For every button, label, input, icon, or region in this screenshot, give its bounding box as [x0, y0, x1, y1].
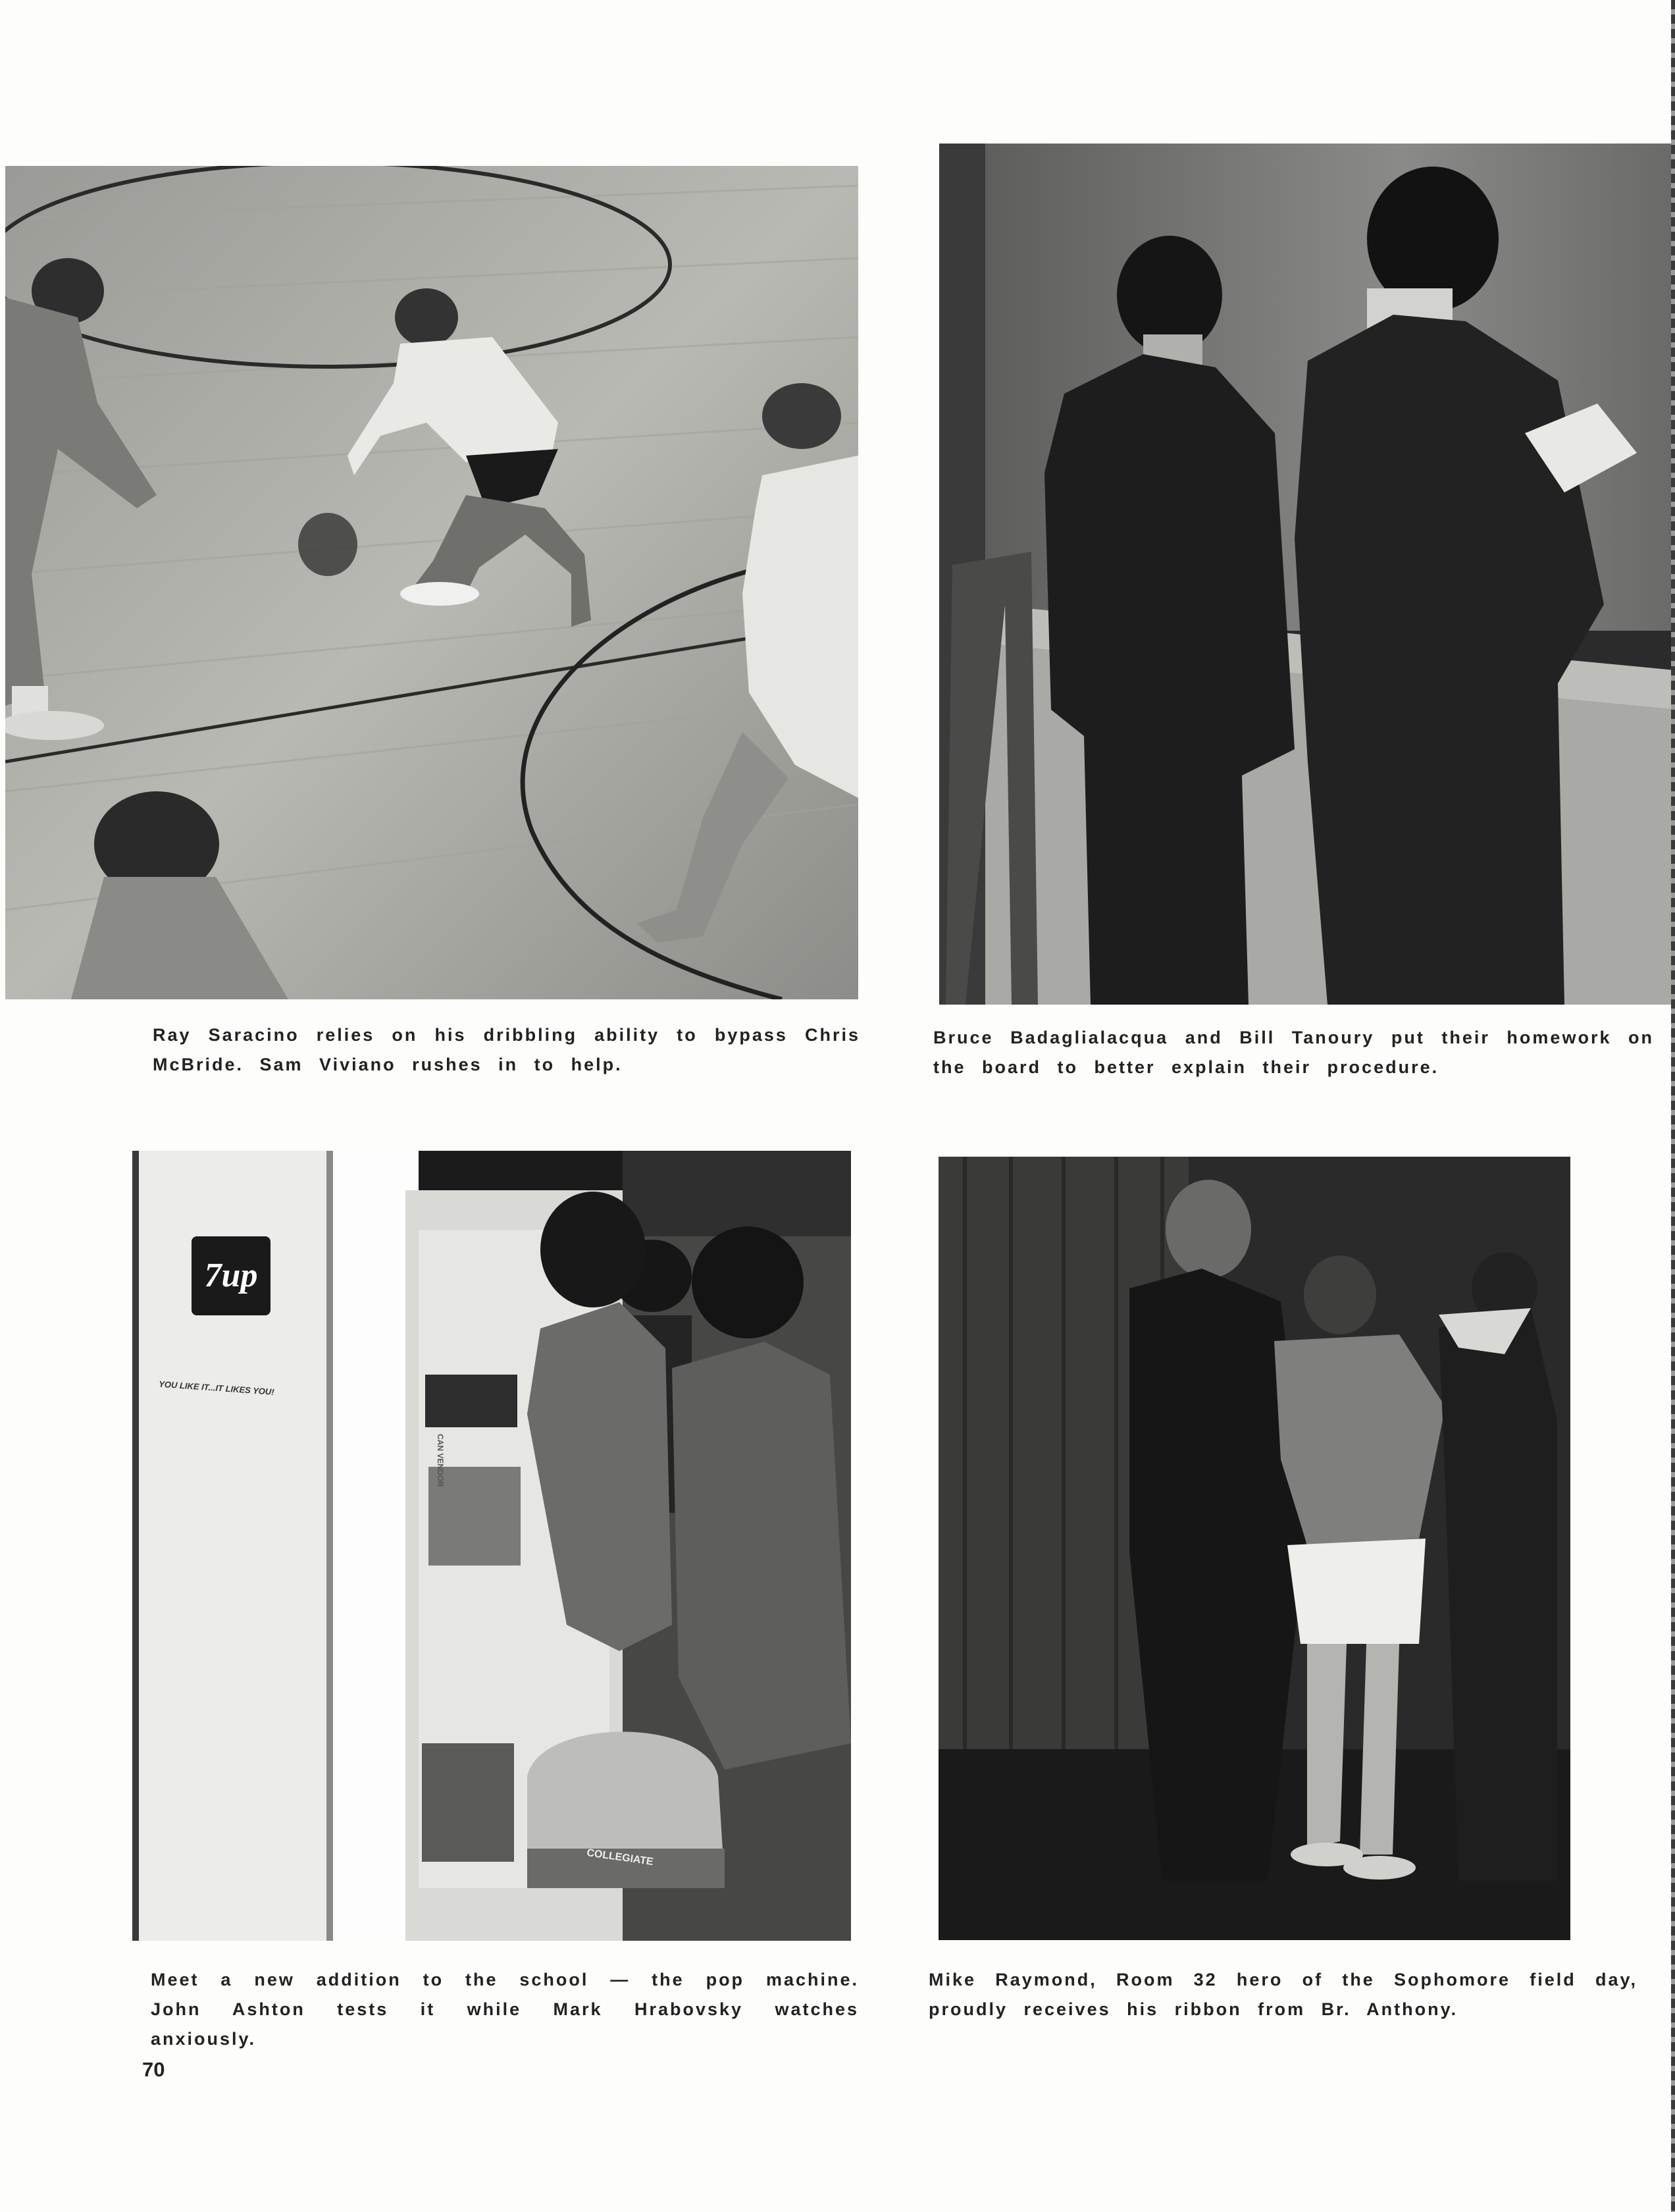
blackboard-caption: Bruce Badaglialacqua and Bill Tanoury put their homework on the board to better explain their procedure.: [933, 1028, 1654, 1077]
ribbon-caption: Mike Raymond, Room 32 hero of the Sophomore field day, proudly receives his ribbon from Br. Anthony.: [929, 1970, 1637, 2019]
7up-slogan: YOU LIKE IT...IT LIKES YOU!: [158, 1379, 275, 1397]
7up-logo-text: 7up: [204, 1257, 258, 1294]
basketball-photo-image: [5, 166, 858, 999]
basketball-photo: [5, 166, 858, 999]
machine-label: CAN VENDOR: [436, 1434, 445, 1487]
bag-text: COLLEGIATE: [586, 1847, 654, 1868]
ribbon-photo: [939, 1157, 1570, 1940]
blackboard-photo: [939, 144, 1675, 1005]
7up-sign: [192, 1236, 271, 1315]
pop-machine-caption: Meet a new addition to the school — the pop machine. John Ashton tests it while Mark Hrabovsky watches anxiously.: [151, 1970, 859, 2049]
scan-edge-strip: [1671, 0, 1675, 2212]
page-number: 70: [142, 2058, 165, 2081]
pop-machine-photo: [132, 1151, 851, 1941]
ribbon-photo-image: [939, 1157, 1570, 1940]
basketball-caption: Ray Saracino relies on his dribbling ability to bypass Chris McBride. Sam Viviano rushes in to help.: [153, 1025, 860, 1074]
blackboard-photo-image: [939, 144, 1675, 1005]
